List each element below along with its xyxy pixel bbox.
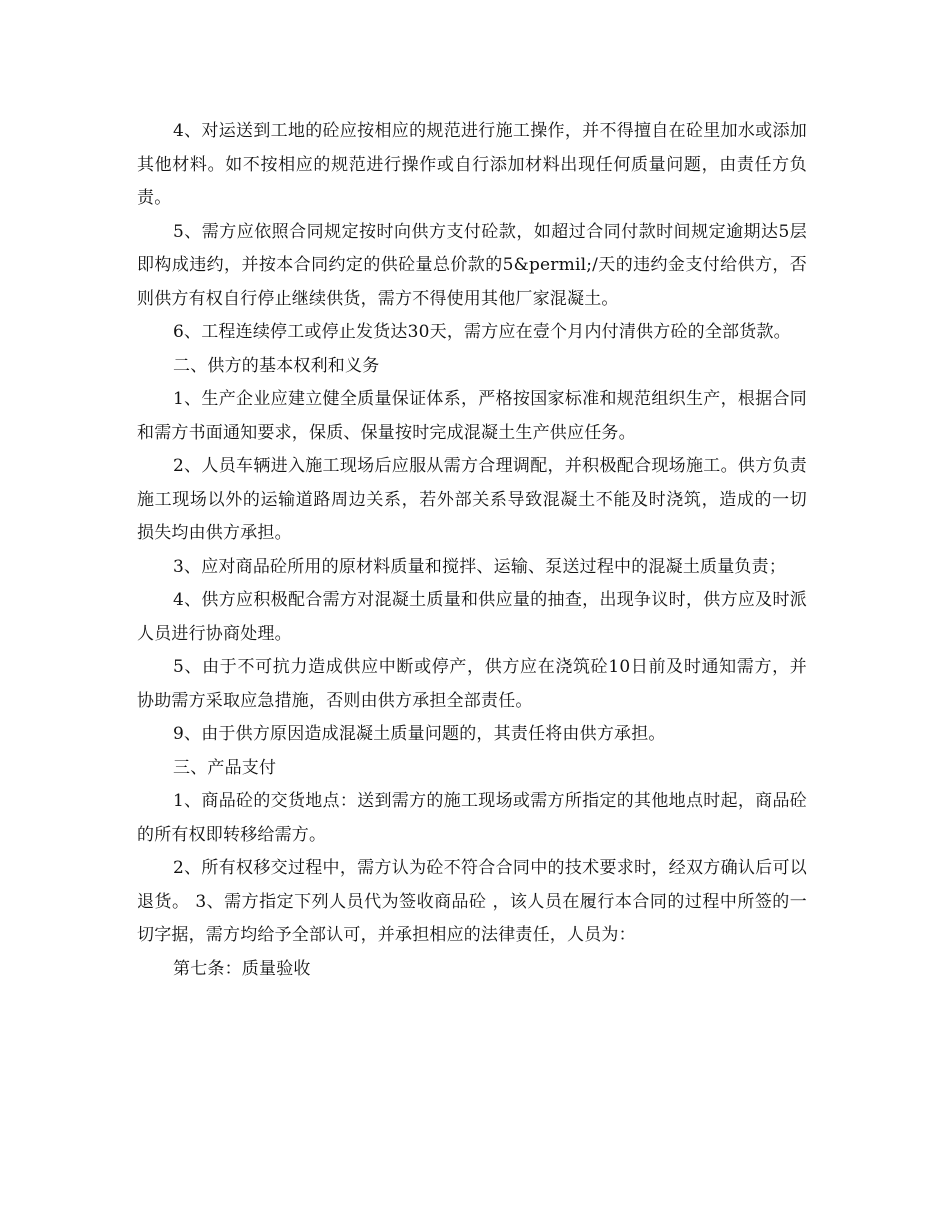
section-heading-supplier-rights: 二、供方的基本权利和义务 bbox=[173, 355, 380, 376]
paragraph-clause-5-payment: 5、需方应依照合同规定按时向供方支付砼款，如超过合同付款时间规定逾期达5层即构成违约，并按本合同约定的供砼量总价款的5&permil;/天的违约金支付给供方，否则供方有权自行停止继续供货，需方不得使用其他厂家混凝土。 bbox=[137, 221, 807, 309]
paragraph-supplier-3-materials: 3、应对商品砼所用的原材料质量和搅拌、运输、泵送过程中的混凝土质量负责； bbox=[173, 556, 787, 577]
paragraph-clause-4-delivery: 4、对运送到工地的砼应按相应的规范进行施工操作，并不得擅自在砼里加水或添加其他材料。如不按相应的规范进行操作或自行添加材料出现任何质量问题，由责任方负责。 bbox=[137, 121, 807, 208]
paragraph-supplier-4-inspection: 4、供方应积极配合需方对混凝土质量和供应量的抽查，出现争议时，供方应及时派人员进行协商处理。 bbox=[137, 590, 807, 644]
paragraph-supplier-1-quality-system: 1、生产企业应建立健全质量保证体系，严格按国家标准和规范组织生产，根据合同和需方书面通知要求，保质、保量按时完成混凝土生产供应任务。 bbox=[137, 389, 807, 443]
paragraph-clause-6-suspension: 6、工程连续停工或停止发货达30天，需方应在壹个月内付清供方砼的全部货款。 bbox=[173, 322, 791, 342]
document-body bbox=[137, 115, 807, 986]
paragraph-supplier-9-liability: 9、由于供方原因造成混凝土质量问题的，其责任将由供方承担。 bbox=[173, 724, 666, 744]
paragraph-delivery-2-3-transfer: 2、所有权移交过程中，需方认为砼不符合合同中的技术要求时，经双方确认后可以退货。 3、需方指定下列人员代为签收商品砼 ，该人员在履行本合同的过程中所签的一切字据，需方均给予全部认可，并承担相应的法律责任，人员为： bbox=[137, 858, 807, 945]
paragraph-delivery-1-location: 1、商品砼的交货地点：送到需方的施工现场或需方所指定的其他地点时起，商品砼的所有权即转移给需方。 bbox=[137, 791, 807, 845]
paragraph-supplier-2-vehicles: 2、人员车辆进入施工现场后应服从需方合理调配，并积极配合现场施工。供方负责施工现场以外的运输道路周边关系，若外部关系导致混凝土不能及时浇筑，造成的一切损失均由供方承担。 bbox=[137, 456, 807, 543]
article-heading-quality-acceptance: 第七条：质量验收 bbox=[173, 958, 311, 979]
paragraph-supplier-5-force-majeure: 5、由于不可抗力造成供应中断或停产，供方应在浇筑砼10日前及时通知需方，并协助需方采取应急措施，否则由供方承担全部责任。 bbox=[137, 657, 807, 711]
section-heading-product-delivery: 三、产品支付 bbox=[173, 757, 277, 778]
